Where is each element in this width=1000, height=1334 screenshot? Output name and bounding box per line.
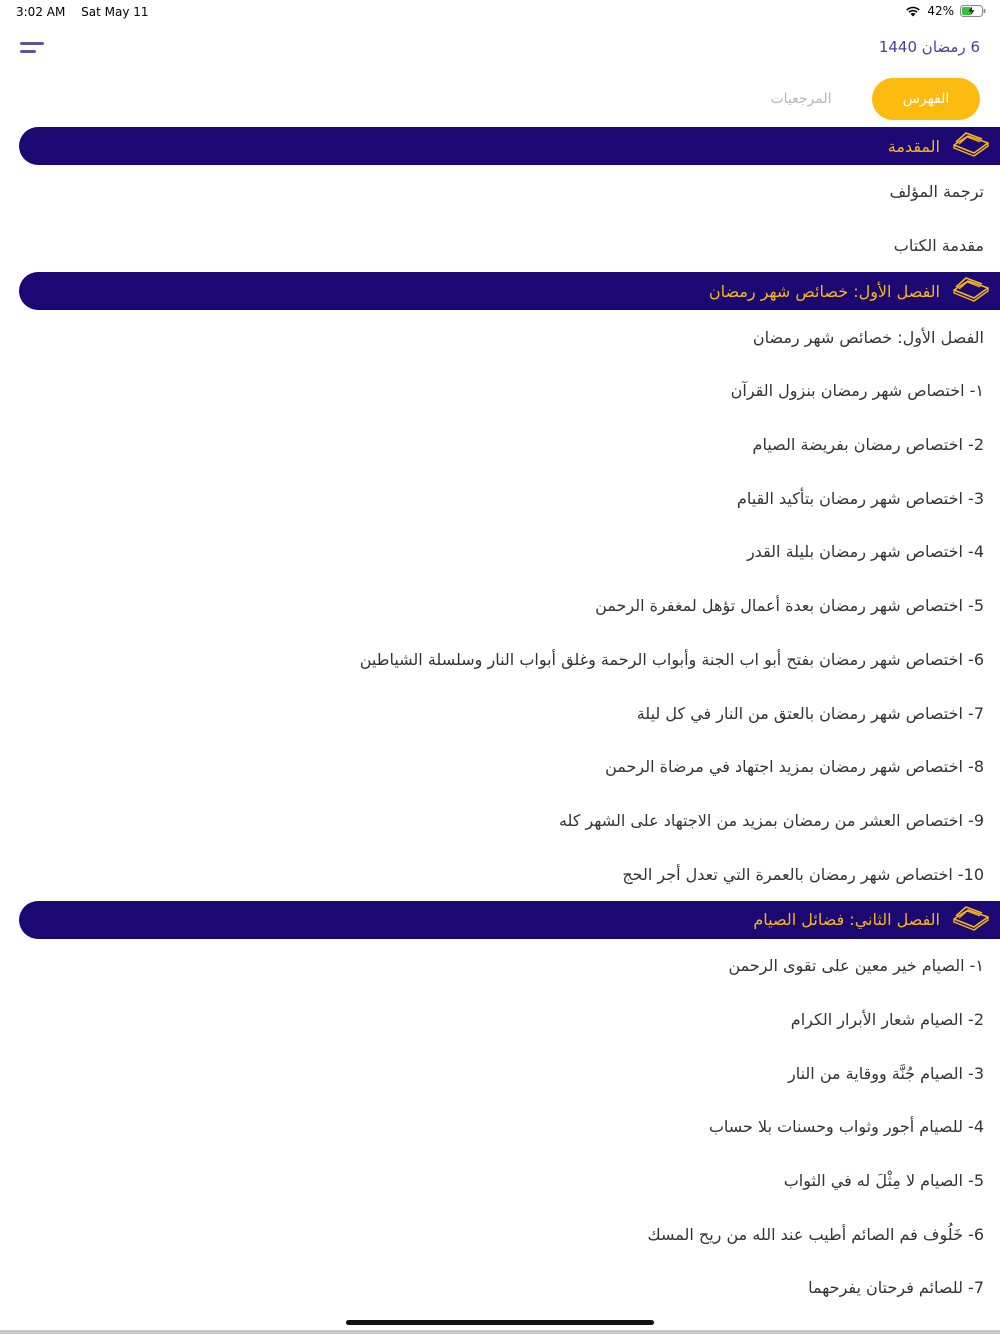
list-item[interactable] <box>0 1154 1000 1208</box>
list-item-label: 6- خَلُوف فم الصائم أطيب عند الله من ريح المسك <box>647 1224 984 1244</box>
list-item[interactable] <box>0 310 1000 364</box>
battery-percentage: 42% <box>927 4 954 18</box>
index-list <box>0 127 1000 1315</box>
list-item-label: 7- للصائم فرحتان يفرحهما <box>808 1278 984 1298</box>
list-item-label: 2- الصيام شعار الأبرار الكرام <box>790 1009 984 1029</box>
list-item[interactable] <box>0 525 1000 579</box>
list-item-label: 10- اختصاص شهر رمضان بالعمرة التي تعدل أجر الحج <box>622 864 984 884</box>
list-item[interactable] <box>0 1261 1000 1315</box>
section-title: المقدمة <box>887 136 940 156</box>
list-item-label: 9- اختصاص العشر من رمضان بمزيد من الاجتهاد على الشهر كله <box>558 810 984 830</box>
list-item-label: ١- الصيام خير معين على تقوى الرحمن <box>728 956 984 976</box>
list-item[interactable] <box>0 219 1000 273</box>
section-header[interactable] <box>19 901 1000 939</box>
list-item-label: مقدمة الكتاب <box>893 236 984 256</box>
book-icon <box>952 905 990 935</box>
list-item-label: 2- اختصاص رمضان بفريضة الصيام <box>752 435 984 455</box>
list-item-label: 3- اختصاص شهر رمضان بتأكيد القيام <box>736 488 984 508</box>
list-item-label: 4- للصيام أجور وثواب وحسنات بلا حساب <box>708 1117 984 1137</box>
section <box>0 272 1000 901</box>
tab-references[interactable]: المرجعيات <box>770 91 832 107</box>
book-icon <box>952 131 990 161</box>
bottom-shade <box>0 1330 1000 1334</box>
section-title: الفصل الثاني: فضائل الصيام <box>753 910 940 930</box>
list-item[interactable] <box>0 1207 1000 1261</box>
list-item[interactable] <box>0 364 1000 418</box>
list-item-label: 7- اختصاص شهر رمضان بالعتق من النار في كل ليلة <box>636 703 984 723</box>
section-header[interactable] <box>19 272 1000 310</box>
header <box>0 30 1000 66</box>
status-time: 3:02 AM <box>16 5 66 19</box>
list-item[interactable] <box>0 633 1000 687</box>
list-item-label: 6- اختصاص شهر رمضان بفتح أبو اب الجنة وأبواب الرحمة وغلق أبواب النار وسلسلة الشياطين <box>359 649 984 669</box>
list-item[interactable] <box>0 740 1000 794</box>
list-item-label: 3- الصيام جُنَّة ووقاية من النار <box>788 1063 984 1083</box>
hijri-date: 6 رمضان 1440 <box>878 38 980 56</box>
status-date: Sat May 11 <box>81 5 149 19</box>
section-title: الفصل الأول: خصائص شهر رمضان <box>708 281 940 301</box>
list-item[interactable] <box>0 686 1000 740</box>
list-item-label: ترجمة المؤلف <box>889 182 984 202</box>
book-icon <box>952 276 990 306</box>
list-item-label: 5- اختصاص شهر رمضان بعدة أعمال تؤهل لمغفرة الرحمن <box>595 596 984 616</box>
tab-index[interactable]: الفهرس <box>872 78 980 120</box>
status-bar <box>0 0 1000 24</box>
home-indicator <box>346 1320 654 1325</box>
list-item[interactable] <box>0 165 1000 219</box>
list-item[interactable] <box>0 471 1000 525</box>
list-item[interactable] <box>0 794 1000 848</box>
list-item[interactable] <box>0 1046 1000 1100</box>
list-item[interactable] <box>0 847 1000 901</box>
menu-icon[interactable] <box>20 40 48 58</box>
list-item-label: ١- اختصاص شهر رمضان بنزول القرآن <box>730 381 984 401</box>
list-item[interactable] <box>0 418 1000 472</box>
section-header[interactable] <box>19 127 1000 165</box>
list-item-label: الفصل الأول: خصائص شهر رمضان <box>752 327 984 347</box>
section <box>0 901 1000 1315</box>
list-item[interactable] <box>0 939 1000 993</box>
wifi-icon <box>905 5 921 17</box>
battery-charging-icon <box>960 5 986 17</box>
list-item[interactable] <box>0 1100 1000 1154</box>
tab-bar <box>0 78 1000 120</box>
list-item-label: 5- الصيام لا مِثْلَ له في الثواب <box>783 1171 984 1191</box>
list-item[interactable] <box>0 993 1000 1047</box>
list-item[interactable] <box>0 579 1000 633</box>
section <box>0 127 1000 272</box>
list-item-label: 8- اختصاص شهر رمضان بمزيد اجتهاد في مرضاة الرحمن <box>605 757 984 777</box>
list-item-label: 4- اختصاص شهر رمضان بليلة القدر <box>746 542 984 562</box>
